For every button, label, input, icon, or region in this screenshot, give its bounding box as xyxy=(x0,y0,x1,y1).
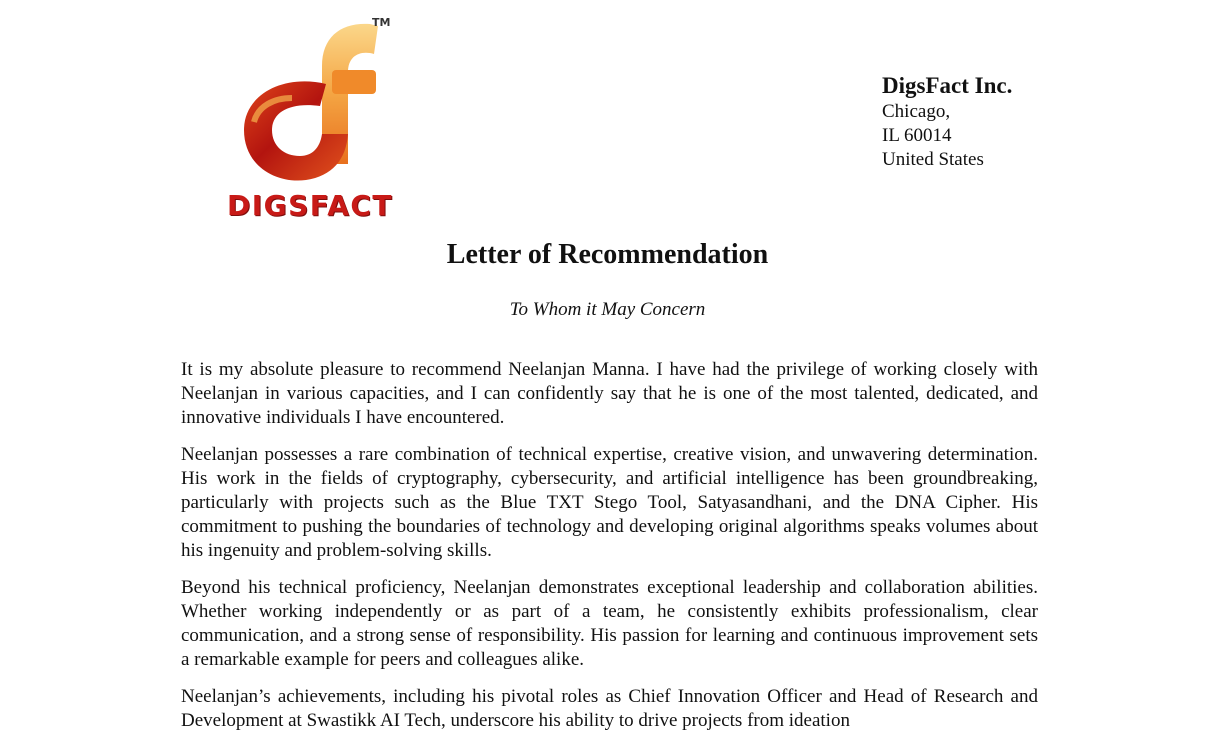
company-name: DigsFact Inc. xyxy=(882,73,1013,98)
company-logo xyxy=(214,14,404,224)
company-address xyxy=(882,72,1102,172)
address-country: United States xyxy=(882,149,984,170)
logo-wordmark: DIGSFACT xyxy=(226,189,394,222)
paragraph: Neelanjan possesses a rare combination of technical expertise, creative vision, and unwavering determination. His work in the fields of cryptography, cybersecurity, and artificial intelligence has been groundbreaking, particularly with projects such as the Blue TXT Stego Tool, Satyasandhani, and the DNA Cipher. His commitment to pushing the boundaries of technology and developing original algorithms speaks volumes about his ingenuity and problem-solving skills. xyxy=(181,444,1038,561)
letter-title: Letter of Recommendation xyxy=(446,239,769,270)
paragraph: Neelanjan’s achievements, including his pivotal roles as Chief Innovation Officer and Head of Research and Development at Swastikk AI Tech, underscore his ability to drive projects from ideation xyxy=(181,686,1038,731)
paragraph: Beyond his technical proficiency, Neelanjan demonstrates exceptional leadership and collaboration abilities. Whether working independently or as part of a team, he consistently exhibits professionalism, clear communication, and a strong sense of responsibility. His passion for learning and continuous improvement sets a remarkable example for peers and colleagues alike. xyxy=(181,577,1038,670)
address-city: Chicago, xyxy=(882,101,951,122)
letter-body xyxy=(181,358,1038,746)
letter-salutation: To Whom it May Concern xyxy=(509,299,706,320)
df-logo-mark-icon xyxy=(214,14,404,194)
address-state-zip: IL 60014 xyxy=(882,125,952,146)
paragraph: It is my absolute pleasure to recommend Neelanjan Manna. I have had the privilege of working closely with Neelanjan in various capacities, and I can confidently say that he is one of the most talented, dedicated, and innovative individuals I have encountered. xyxy=(181,359,1038,428)
trademark-mark: TM xyxy=(372,16,391,29)
